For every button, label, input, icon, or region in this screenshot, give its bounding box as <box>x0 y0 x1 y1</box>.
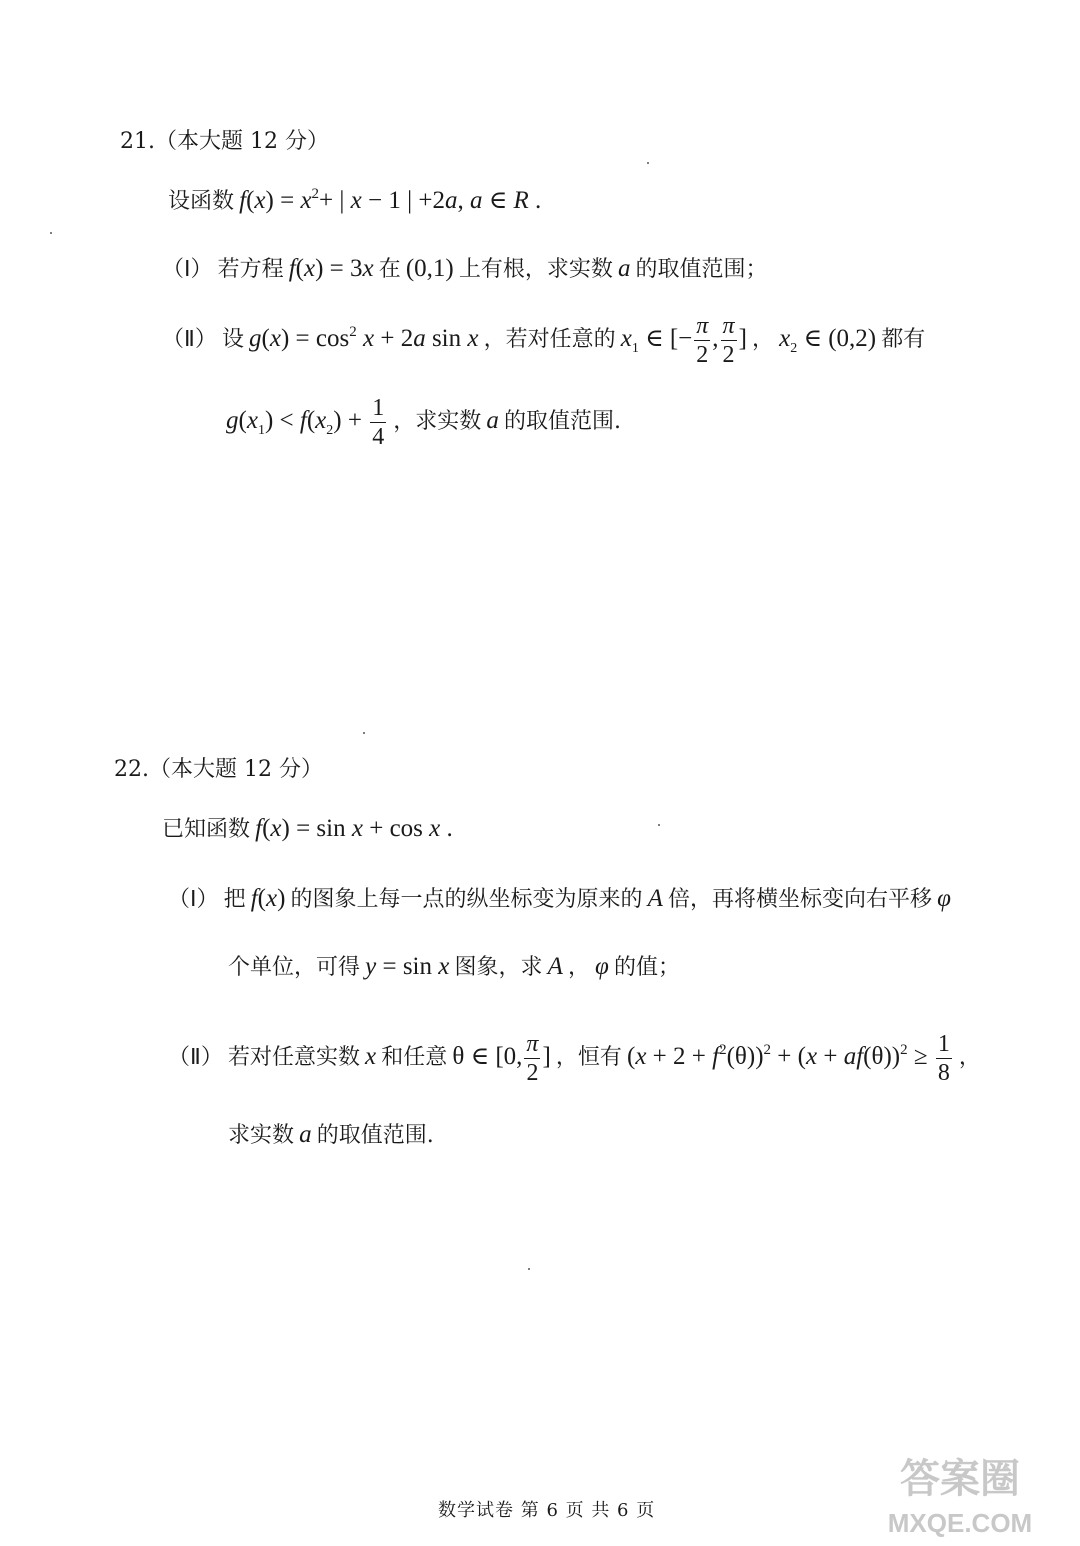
q21-part1-eq: f(x) = 3x <box>288 255 374 282</box>
q22-stem-formula: f(x) = sin x + cos x . <box>255 815 453 842</box>
q22-part2-line2 <box>228 1118 434 1149</box>
q21-part2-text-b: ，若对任意的 <box>483 327 616 353</box>
q22-part1-label: （Ⅰ） <box>168 886 219 911</box>
q21-part2-inequality: $g(x_1) < f(x_2)$ + $\frac{1}{4}$ <box>226 395 385 450</box>
q21-part1-label: （Ⅰ） <box>162 256 213 281</box>
q21-part1-text-c: 上有根，求实数 <box>458 257 613 282</box>
q21-part2-text-e: ，求实数 <box>393 409 482 435</box>
q22-part2-line1 <box>168 1032 981 1085</box>
q21-part1 <box>162 252 768 283</box>
q22-part2-x: x <box>365 1043 377 1071</box>
watermark-logo <box>870 1446 1050 1542</box>
q22-part2-label: （Ⅱ） <box>168 1044 223 1070</box>
q22-part2-text-a: 若对任意实数 <box>227 1045 360 1071</box>
q22-part1-A2: A <box>547 953 563 980</box>
q21-part1-var: a <box>617 255 631 282</box>
scan-speck <box>363 732 365 734</box>
q21-part2-x1-range: $x_1$ ∈ [− $\frac{\pi}{2}$ , $\frac{\pi}{2}$ ] <box>620 313 747 368</box>
q21-part2-text-c: ， <box>751 327 774 353</box>
q21-part2-text-f: 的取值范围. <box>504 409 621 435</box>
q22-part2-text-b: 和任意 <box>381 1045 448 1071</box>
q22-part1-text-b: 的图象上每一点的纵坐标变为原来的 <box>290 887 643 912</box>
q21-part2-g-def: $g(x) = \cos^2 x + 2a$ sin x <box>249 324 479 353</box>
watermark-text-url: MXQE.COM <box>887 1508 1033 1538</box>
q22-part2-text-f: 的取值范围. <box>316 1123 434 1148</box>
q22-part2-text-d: ， <box>958 1045 981 1071</box>
q21-stem <box>168 184 541 215</box>
q22-part1-text-c: 倍，再将横坐标变向右平移 <box>668 887 933 912</box>
q21-stem-prefix: 设函数 <box>168 189 235 214</box>
q22-stem-prefix: 已知函数 <box>162 817 251 842</box>
q22-part2-text-c: ，恒有 <box>555 1045 622 1071</box>
q21-part2-text-d: 都有 <box>881 327 926 353</box>
q22-stem <box>162 812 453 843</box>
q22-part1-phi2: φ <box>595 953 609 980</box>
page-footer: 数学试卷 第 6 页 共 6 页 <box>438 1500 656 1521</box>
q22-part1-y: y = sin x <box>365 953 450 980</box>
scan-speck <box>50 232 52 234</box>
q21-stem-formula: $f(x) = x^2+$ | x − 1 | +2a, a ∈ R . <box>239 186 542 214</box>
q21-part2-label: （Ⅱ） <box>162 326 217 352</box>
q21-header: 21.（本大题 12 分） <box>120 129 329 154</box>
q22-part1-f: f(x) <box>250 885 286 912</box>
scan-speck <box>647 162 649 164</box>
scan-speck <box>528 1268 530 1270</box>
q22-part1-text-f: ， <box>567 955 590 980</box>
q21-part1-text-b: 在 <box>378 257 401 282</box>
q21-part2-line1 <box>162 314 925 367</box>
scan-speck <box>658 824 660 826</box>
q22-part1-text-d: 个单位，可得 <box>228 955 361 980</box>
q22-part2-text-e: 求实数 <box>228 1123 295 1148</box>
q21-part1-text-d: 的取值范围； <box>635 257 768 282</box>
watermark-text-cn: 答案圈 <box>900 1457 1020 1501</box>
q21-part2-text-a: 设 <box>221 327 244 353</box>
q22-part1-A: A <box>647 885 663 912</box>
q21-part1-interval: (0,1) <box>405 255 454 282</box>
q21-part2-var: a <box>486 407 499 435</box>
q22-part1-line2 <box>228 950 680 981</box>
q22-part1-text-a: 把 <box>223 887 246 912</box>
q22-part2-inequality: $(x + 2 + f^2(\theta))^2 + (x + af(\theta))^2$ ≥ $\frac{1}{8}$ <box>626 1031 950 1086</box>
q22-part1-text-e: 图象，求 <box>454 955 543 980</box>
q21-part2-x2-range: $x_2$ ∈ (0,2) <box>779 325 877 357</box>
q22-part2-var: a <box>299 1121 312 1148</box>
q21-part1-text-a: 若方程 <box>217 257 284 282</box>
q22-part1-line1 <box>168 882 951 913</box>
q22-part2-theta-range: θ ∈ [0, $\frac{\pi}{2}$ ] <box>452 1031 551 1086</box>
q22-part1-text-g: 的值； <box>613 955 680 980</box>
q22-part1-phi: φ <box>937 885 951 912</box>
q22-header: 22.（本大题 12 分） <box>114 757 323 782</box>
q21-part2-line2 <box>226 396 621 449</box>
